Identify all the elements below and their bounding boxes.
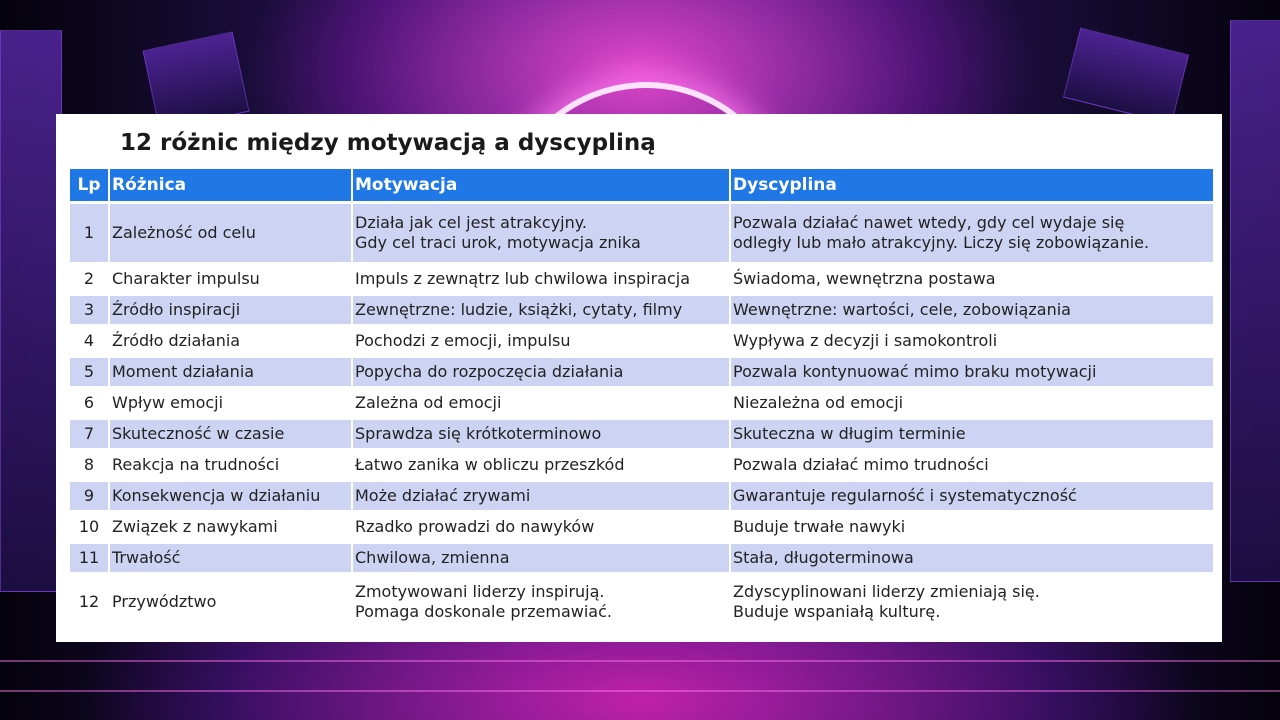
cell-discipline: Wewnętrzne: wartości, cele, zobowiązania [731,296,1213,324]
table-row [70,204,1213,262]
cell-motivation: Może działać zrywami [353,482,731,510]
table-row [70,327,1213,355]
cell-motivation: Impuls z zewnątrz lub chwilowa inspiracja [353,265,731,293]
cell-motivation [353,204,731,262]
cell-lp: 2 [70,265,110,293]
cell-motivation: Zależna od emocji [353,389,731,417]
cell-line: Zmotywowani liderzy inspirują. [355,582,605,601]
cell-discipline: Pozwala kontynuować mimo braku motywacji [731,358,1213,386]
cell-motivation: Łatwo zanika w obliczu przeszkód [353,451,731,479]
cell-lp: 8 [70,451,110,479]
cell-difference: Skuteczność w czasie [110,420,353,448]
background-floor-line [0,660,1280,662]
cell-difference: Konsekwencja w działaniu [110,482,353,510]
header-difference: Różnica [110,169,353,201]
table-row [70,420,1213,448]
cell-difference: Związek z nawykami [110,513,353,541]
cell-lp: 12 [70,575,110,629]
cell-lp: 7 [70,420,110,448]
table-row [70,544,1213,572]
cell-line: Pozwala działać nawet wtedy, gdy cel wydaje się [733,213,1125,232]
cell-discipline: Skuteczna w długim terminie [731,420,1213,448]
cell-line: Buduje wspaniałą kulturę. [733,602,941,621]
cell-discipline: Stała, długoterminowa [731,544,1213,572]
background-pillar [0,30,62,592]
cell-line: odległy lub mało atrakcyjny. Liczy się zobowiązanie. [733,233,1150,252]
table-row [70,575,1213,629]
cell-lp: 4 [70,327,110,355]
table-row [70,296,1213,324]
cell-line: Zdyscyplinowani liderzy zmieniają się. [733,582,1040,601]
cell-difference: Zależność od celu [110,204,353,262]
cell-discipline [731,575,1213,629]
cell-motivation: Zewnętrzne: ludzie, książki, cytaty, filmy [353,296,731,324]
cell-line: Działa jak cel jest atrakcyjny. [355,213,588,232]
cell-motivation: Sprawdza się krótkoterminowo [353,420,731,448]
cell-discipline: Niezależna od emocji [731,389,1213,417]
page-title: 12 różnic między motywacją a dyscypliną [120,130,656,156]
header-lp: Lp [70,169,110,201]
cell-motivation [353,575,731,629]
cell-motivation: Pochodzi z emocji, impulsu [353,327,731,355]
cell-difference: Trwałość [110,544,353,572]
comparison-table [70,166,1213,632]
table-row [70,389,1213,417]
comparison-panel [56,114,1222,642]
header-discipline: Dyscyplina [731,169,1213,201]
header-motivation: Motywacja [353,169,731,201]
cell-difference: Reakcja na trudności [110,451,353,479]
cell-line: Gdy cel traci urok, motywacja znika [355,233,641,252]
cell-lp: 5 [70,358,110,386]
cell-difference: Wpływ emocji [110,389,353,417]
table-row [70,513,1213,541]
cell-lp: 3 [70,296,110,324]
cell-difference: Moment działania [110,358,353,386]
cell-discipline: Świadoma, wewnętrzna postawa [731,265,1213,293]
cell-line: Pomaga doskonale przemawiać. [355,602,612,621]
cell-motivation: Popycha do rozpoczęcia działania [353,358,731,386]
cell-lp: 11 [70,544,110,572]
cell-lp: 1 [70,204,110,262]
cell-difference: Źródło działania [110,327,353,355]
cell-discipline: Buduje trwałe nawyki [731,513,1213,541]
cell-discipline: Pozwala działać mimo trudności [731,451,1213,479]
background-block [1063,28,1189,125]
cell-discipline [731,204,1213,262]
cell-lp: 10 [70,513,110,541]
table-row [70,451,1213,479]
cell-difference: Charakter impulsu [110,265,353,293]
cell-motivation: Chwilowa, zmienna [353,544,731,572]
cell-difference: Przywództwo [110,575,353,629]
table-row [70,265,1213,293]
cell-lp: 9 [70,482,110,510]
background-floor-line [0,690,1280,692]
cell-lp: 6 [70,389,110,417]
table-header-row [70,169,1213,201]
background-pillar [1230,20,1280,582]
cell-discipline: Wypływa z decyzji i samokontroli [731,327,1213,355]
cell-difference: Źródło inspiracji [110,296,353,324]
table-row [70,482,1213,510]
table-row [70,358,1213,386]
cell-motivation: Rzadko prowadzi do nawyków [353,513,731,541]
cell-discipline: Gwarantuje regularność i systematyczność [731,482,1213,510]
